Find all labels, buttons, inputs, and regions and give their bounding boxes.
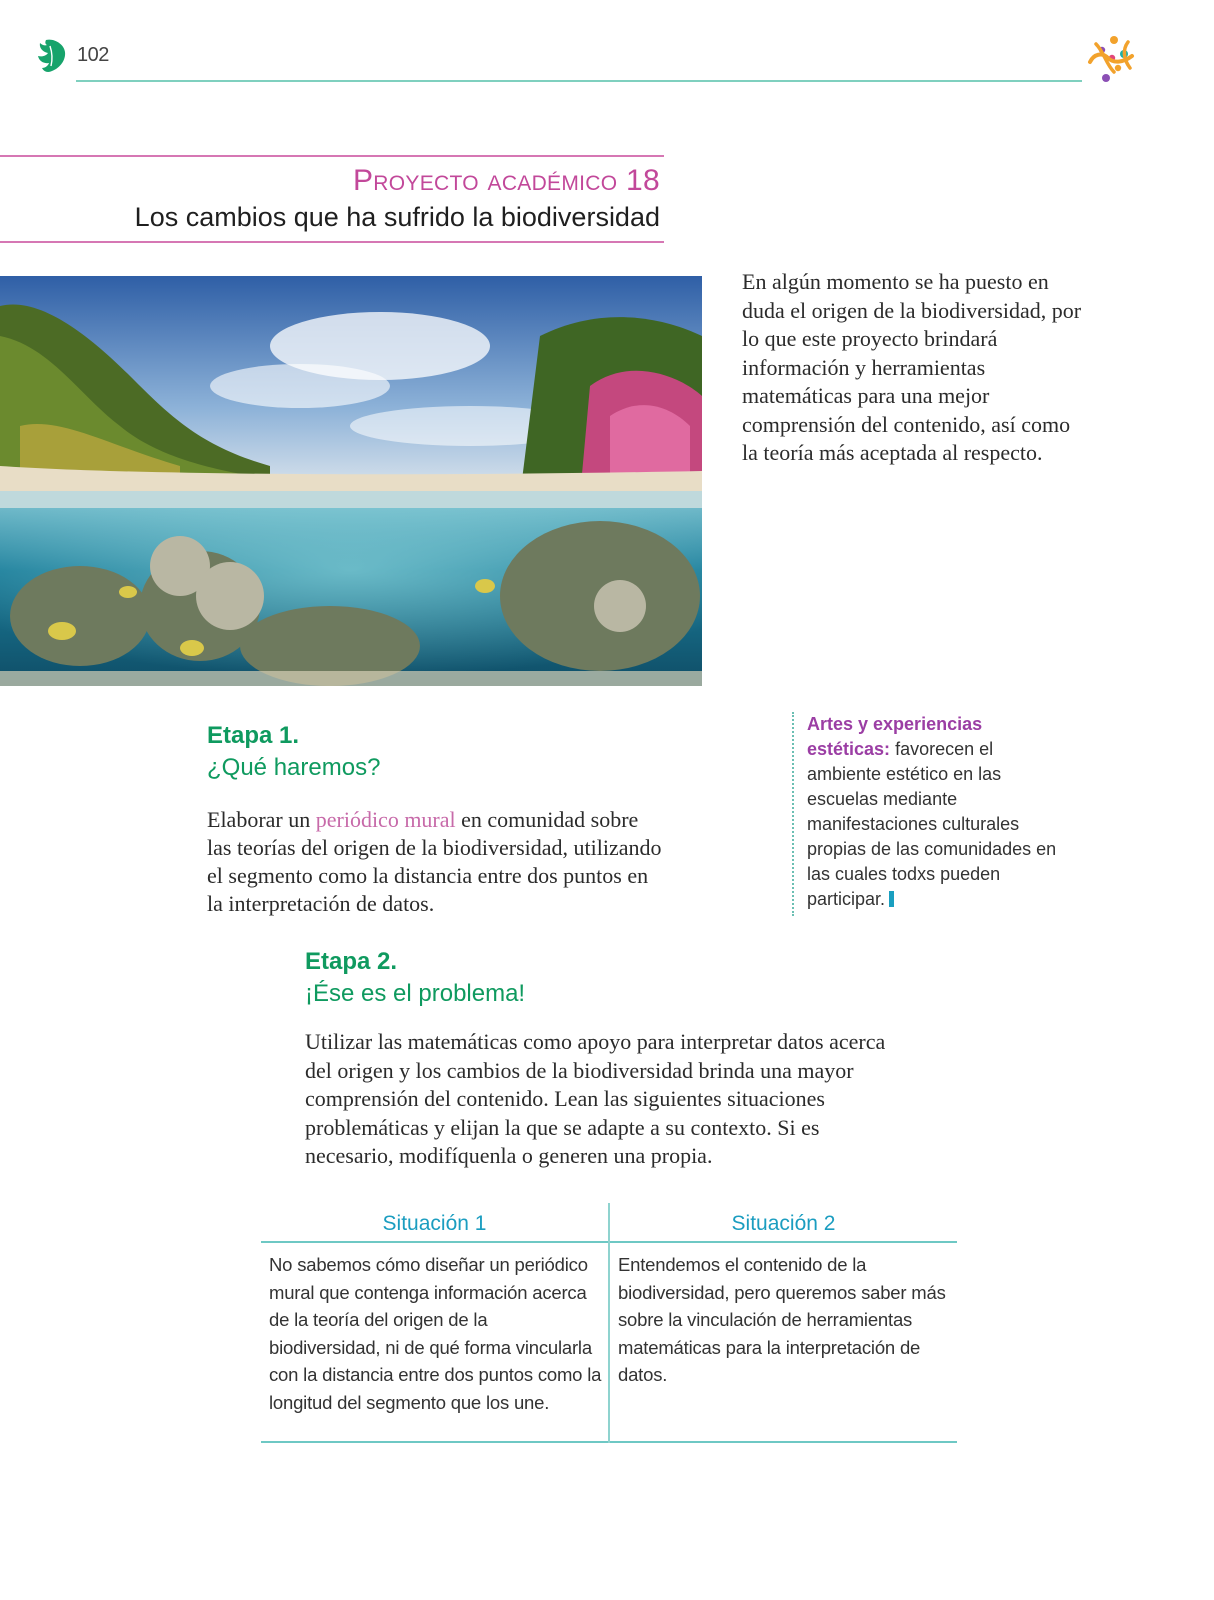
- stage-1-body: [207, 806, 667, 918]
- project-label: Proyecto académico 18: [353, 164, 660, 197]
- situation-1-title: Situación 1: [382, 1212, 487, 1235]
- project-title: Los cambios que ha sufrido la biodiversidad: [134, 202, 660, 232]
- end-mark-icon: [889, 891, 894, 907]
- situation-2-text: Entendemos el contenido de la biodiversidad, pero queremos saber más sobre la vinculación de herramientas matemáticas para la interpretación de datos.: [618, 1254, 946, 1385]
- sidenote-term: Artes y experiencias estéticas:: [807, 714, 983, 759]
- page-number: 102: [77, 44, 109, 66]
- stage-2-section: [305, 946, 905, 1171]
- stage-2-heading: Etapa 2.: [305, 948, 398, 975]
- stage-1-body-end: en comunidad sobre las teorías del origen de la biodiversidad, utilizando el segmento como la distancia entre dos puntos en la interpretación de datos.: [207, 807, 662, 916]
- community-logo-icon: [1084, 32, 1140, 88]
- stage-1-subheading: ¿Qué haremos?: [207, 754, 381, 781]
- situation-1-column: [261, 1203, 608, 1416]
- stage-2-body: Utilizar las matemáticas como apoyo para interpretar datos acerca del origen y los cambios de la biodiversidad brinda una mayor comprensión del contenido. Lean las siguientes situaciones problemáticas y elijan la que se adapte a su contexto. Si es necesario, modifíquenla o generen una propia.: [305, 1029, 886, 1168]
- stage-1-heading: Etapa 1.: [207, 722, 300, 749]
- project-title-block: [0, 155, 664, 243]
- stage-2-subheading: ¡Ése es el problema!: [305, 980, 526, 1007]
- intro-paragraph: En algún momento se ha puesto en duda el origen de la biodiversidad, por lo que este proyecto brindará información y herramientas matemáticas para una mejor comprensión del contenido, así como la teoría más aceptada al respecto.: [742, 269, 1082, 465]
- situation-2-title: Situación 2: [731, 1212, 836, 1235]
- situation-1-text: No sabemos cómo diseñar un periódico mural que contenga información acerca de la teoría del origen de la biodiversidad, ni de qué forma vincularla con la distancia entre dos puntos como la longitud del segmento que los une.: [269, 1254, 602, 1413]
- tropical-reef-illustration: [0, 276, 702, 686]
- highlight-term-periodico-mural: periódico mural: [315, 807, 456, 832]
- sidenote-text: favorecen el ambiente estético en las escuelas mediante manifestaciones culturales propias de las comunidades en las cuales todxs pueden participar.: [807, 739, 1057, 909]
- situation-2-column: [610, 1203, 957, 1389]
- axis-sidenote: [792, 712, 1062, 916]
- leaf-icon: [36, 38, 68, 74]
- stage-1-section: [207, 720, 667, 918]
- header-rule: [76, 80, 1082, 82]
- stage-1-body-start: Elaborar un: [207, 807, 316, 832]
- situations-table: [261, 1203, 957, 1443]
